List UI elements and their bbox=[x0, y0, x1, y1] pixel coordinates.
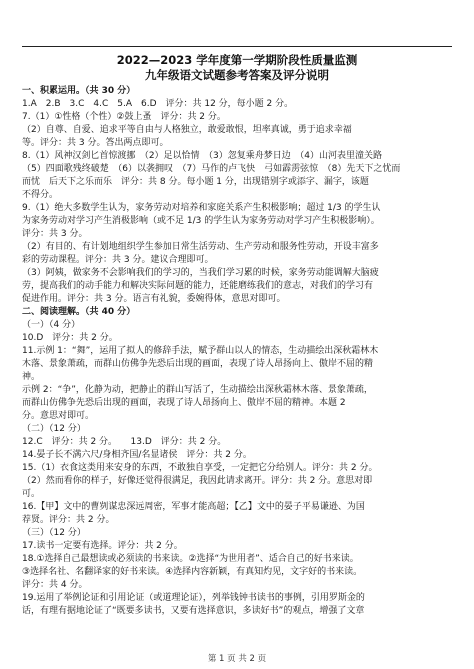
text-line: 一、积累运用。（共 30 分） bbox=[22, 86, 136, 96]
text-line: （5）四面歌残终破楚 （6）以袭拥叹 （7）马作的卢飞快 弓如霹雳弦惊 （8）先天下之忧而 bbox=[22, 164, 401, 174]
text-line: 17.读书一定要有选择。评分：共 2 分。 bbox=[22, 541, 183, 551]
text-line: 14.晏子长不满六尺/身相齐国/名显诸侯 评分：共 2 分。 bbox=[22, 450, 252, 460]
text-line: 18.①选择自己最想读或必须读的书来读。②选择“为世用者”、适合自己的好书来读。 bbox=[22, 554, 359, 564]
text-line: 不得分。 bbox=[22, 190, 59, 200]
text-line: 为家务劳动对学习产生消极影响（或不足 1/3 的学生认为家务劳动对学习产生积极影响）。 bbox=[22, 216, 380, 226]
text-line: 而忧 后天下之乐而乐 评分：共 8 分。每小题 1 分，出现错别字或添字、漏字，该题 bbox=[22, 177, 369, 187]
text-line: ③选择名社、名翻译家的好书来读。④选择内容新颖，有真知灼见，文字好的书来读。 bbox=[22, 567, 363, 577]
text-line: 劳，提高我们的动手能力和解决实际问题的能力，还能磨练我们的意志，对我们的学习有 bbox=[22, 281, 374, 291]
text-line: 示例 2：“争”，化静为动，把静止的群山写活了，生动描绘出深秋霜林木落、景象萧疏， bbox=[22, 385, 373, 395]
text-line: 评分：共 3 分。 bbox=[22, 229, 88, 239]
text-line: 12.C 评分：共 2 分。 13.D 评分：共 2 分。 bbox=[22, 437, 227, 447]
text-line: 8.（1）风神汉剑匕首惊渡挪 （2）足以恰情 （3）忽复乘舟梦日边 （4）山河表里潼关路 bbox=[22, 151, 382, 161]
text-line: （一）（4 分） bbox=[22, 320, 81, 330]
text-line: （三）（12 分） bbox=[22, 528, 86, 538]
text-line: 荐贤。评分：共 2 分。 bbox=[22, 515, 115, 525]
text-line: 15.（1）衣食这类用来安身的东西，不敢独自享受，一定把它分给别人。评分：共 2 分。 bbox=[22, 463, 378, 473]
page-title: 2022—2023 学年度第一学期阶段性质量监测 bbox=[116, 53, 358, 67]
text-line: （3）阿姨，做家务不会影响我们的学习的，当我们学习累的时候，家务劳动能调解大脑疲 bbox=[22, 268, 379, 278]
text-line: （2）自尊、自爱、追求平等自由与人格独立，敢爱敢恨，坦率真诚，勇于追求幸福 bbox=[22, 125, 352, 135]
text-line: 而群山仿佛争先恐后出现的画面，表现了诗人昂扬向上、傲岸不屈的精神。本题 2 bbox=[22, 398, 346, 408]
text-line: （2）有目的、有计划地组织学生参加日常生活劳动、生产劳动和服务性劳动，开设丰富多 bbox=[22, 242, 379, 252]
text-line: 1.A 2.B 3.C 4.C 5.A 6.D 评分：共 12 分，每小题 2 分。 bbox=[22, 99, 294, 109]
text-line: 10.D 评分：共 2 分。 bbox=[22, 333, 118, 343]
text-line: 分。意思对即可。 bbox=[22, 411, 95, 421]
text-line: 11.示例 1：“舞”，运用了拟人的修辞手法，赋予群山以人的情态，生动描绘出深秋霜林木 bbox=[22, 346, 379, 356]
text-line: 二、阅读理解。（共 40 分） bbox=[22, 307, 136, 317]
text-line: 9.（1）绝大多数学生认为，家务劳动对培养和家庭关系产生积极影响；超过 1/3 的学生认 bbox=[22, 203, 381, 213]
text-line: 评分：共 4 分。 bbox=[22, 580, 88, 590]
text-line: 神。 bbox=[22, 372, 41, 382]
text-line: （2）然而看你的样子，好像还觉得很满足，我因此请求离开。评分：共 2 分。意思对即 bbox=[22, 476, 373, 486]
top-rule bbox=[22, 46, 452, 47]
text-line: 彩的劳动课程。评分：共 3 分。建议合理即可。 bbox=[22, 255, 214, 265]
text-line: 话，有理有据地论证了“既要多读书，又要有选择意识，多读好书”的观点，增强了文章 bbox=[22, 606, 365, 616]
text-line: （二）（12 分） bbox=[22, 424, 86, 434]
text-line: 19.运用了举例论证和引用论证（或道理论证），列举钱钟书读书的事例，引用罗斯金的 bbox=[22, 593, 365, 603]
page-footer: 第 1 页 共 2 页 bbox=[207, 654, 267, 664]
text-line: 促进作用。评分：共 3 分。语言有礼貌，委婉得体，意思对即可。 bbox=[22, 294, 286, 304]
page-subtitle: 九年级语文试题参考答案及评分说明 bbox=[145, 68, 329, 82]
text-line: 16.【甲】文中的曹刿谋忠深远周密，军事才能高超；【乙】文中的晏子平易谦逊、为国 bbox=[22, 502, 365, 512]
text-line: 等。评分：共 3 分。答出两点即可。 bbox=[22, 138, 169, 148]
answer-body bbox=[22, 85, 452, 618]
text-line: 7.（1）①性格（个性）②鼓上蚤 评分：共 2 分。 bbox=[22, 112, 226, 122]
text-line: 可。 bbox=[22, 489, 41, 499]
text-line: 木落、景象萧疏，而群山仿佛争先恐后出现的画面，表现了诗人昂扬向上、傲岸不屈的精 bbox=[22, 359, 374, 369]
